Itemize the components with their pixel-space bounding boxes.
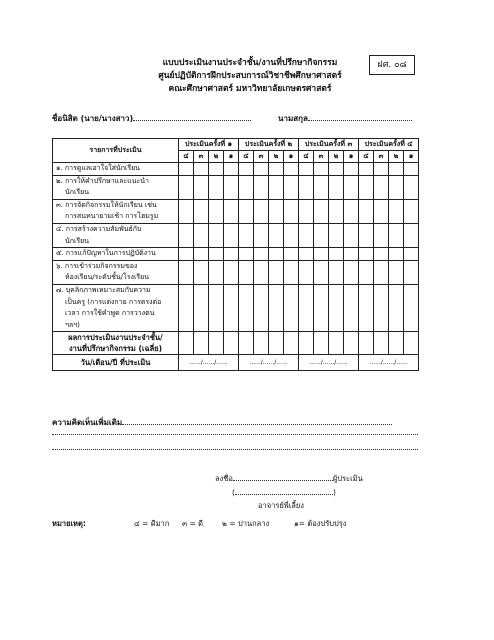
score-cell[interactable] [254,260,269,284]
summary-cell[interactable] [314,332,329,355]
score-cell[interactable] [389,199,404,223]
summary-cell[interactable] [239,332,254,355]
form-title: แบบประเมินงานประจำชั้น/งานที่ปรึกษากิจกรรม [162,58,338,68]
score-level-header: ๒ [389,151,404,163]
criteria-label-line: นักเรียน [65,236,90,245]
score-cell[interactable] [179,248,194,261]
criteria-label-line: ๔. การสร้างความสัมพันธ์กับ [56,224,142,233]
score-cell[interactable] [344,199,359,223]
score-cell[interactable] [209,199,224,223]
score-cell[interactable] [329,163,344,176]
score-cell[interactable] [254,199,269,223]
signer-role: อาจารย์พี่เลี้ยง [258,501,304,510]
criteria-label [53,175,179,199]
name-open: ( [232,488,235,497]
summary-cell[interactable] [374,332,389,355]
summary-cell[interactable] [224,332,239,355]
score-cell[interactable] [194,260,209,284]
criteria-label-line: ๖. การเข้าร่วมกิจกรรมของ [56,261,138,270]
score-cell[interactable] [329,260,344,284]
summary-label-line: ผลการประเมินงานประจำชั้น/ [68,333,163,343]
score-cell[interactable] [224,284,239,331]
summary-cell[interactable] [284,332,299,355]
criteria-label-line: ห้องเรียน/ระดับชั้น/โรงเรียน [65,273,150,282]
score-cell[interactable] [389,175,404,199]
score-cell[interactable] [194,175,209,199]
score-cell[interactable] [269,223,284,247]
score-cell[interactable] [284,260,299,284]
score-cell[interactable] [239,284,254,331]
summary-row [53,332,419,355]
summary-cell[interactable] [329,332,344,355]
score-level-header: ๓ [374,151,389,163]
score-cell[interactable] [224,260,239,284]
score-cell[interactable] [269,175,284,199]
student-surname-field[interactable] [278,112,412,125]
score-key-item: ๓ = ดี [182,519,204,528]
criteria-label-line: ๗. บุคลิกภาพเหมาะสมกับความ [56,285,151,294]
criteria-label [53,248,179,261]
score-cell[interactable] [314,260,329,284]
sign-prefix: ลงชื่อ [215,474,233,483]
score-cell[interactable] [209,223,224,247]
score-cell[interactable] [224,223,239,247]
summary-cell[interactable] [269,332,284,355]
score-cell[interactable] [269,163,284,176]
score-cell[interactable] [284,163,299,176]
score-level-header: ๑ [284,151,299,163]
criteria-label-line: นักเรียน [65,188,90,197]
score-cell[interactable] [374,248,389,261]
score-level-header: ๓ [254,151,269,163]
criteria-row [53,284,419,331]
score-cell[interactable] [269,260,284,284]
round-header: ประเมินครั้งที่ ๒ [239,139,299,151]
score-cell[interactable] [254,175,269,199]
score-level-header: ๑ [404,151,419,163]
score-cell[interactable] [299,163,314,176]
score-cell[interactable] [389,260,404,284]
score-cell[interactable] [359,223,374,247]
score-cell[interactable] [344,284,359,331]
score-cell[interactable] [299,248,314,261]
summary-label-line: งานที่ปรึกษากิจกรรม (เฉลี่ย) [68,344,163,354]
score-cell[interactable] [179,163,194,176]
score-cell[interactable] [359,163,374,176]
signer-name-line[interactable] [232,486,336,497]
criteria-label [53,284,179,331]
date-label: วัน/เดือน/ปี ที่ประเมิน [53,355,179,371]
score-cell[interactable] [359,284,374,331]
round-header: ประเมินครั้งที่ ๑ [179,139,239,151]
criteria-label-line: ๓. การจัดกิจกรรมให้นักเรียน เช่น [56,200,157,209]
score-cell[interactable] [194,248,209,261]
score-cell[interactable] [344,175,359,199]
score-cell[interactable] [404,199,419,223]
sign-suffix: ผู้ประเมิน [332,474,363,483]
score-level-header: ๔ [359,151,374,163]
score-cell[interactable] [209,163,224,176]
score-cell[interactable] [239,223,254,247]
score-cell[interactable] [299,175,314,199]
score-cell[interactable] [299,223,314,247]
score-level-header: ๒ [269,151,284,163]
score-cell[interactable] [389,223,404,247]
round-header: ประเมินครั้งที่ ๓ [299,139,359,151]
score-cell[interactable] [359,248,374,261]
criteria-row [53,175,419,199]
criteria-label [53,260,179,284]
summary-label [53,332,179,355]
score-cell[interactable] [344,260,359,284]
criteria-label-line: การสนทนายามเช้า การโฮมรูม [65,212,159,221]
comment-line[interactable] [52,449,418,450]
score-cell[interactable] [179,260,194,284]
score-cell[interactable] [194,284,209,331]
criteria-row [53,199,419,223]
assessment-date-field[interactable]: ....../....../...... [299,355,359,371]
comments-label: ความคิดเห็นเพิ่มเติม [52,418,123,427]
score-cell[interactable] [194,223,209,247]
name-close: ) [332,488,336,497]
score-cell[interactable] [209,284,224,331]
criteria-label-line: เวลา การใช้คำพูด การวางตน [65,309,155,318]
score-cell[interactable] [404,248,419,261]
score-cell[interactable] [344,248,359,261]
score-cell[interactable] [179,284,194,331]
score-level-header: ๓ [314,151,329,163]
score-level-header: ๒ [209,151,224,163]
criteria-row [53,260,419,284]
score-cell[interactable] [404,163,419,176]
score-cell[interactable] [329,284,344,331]
score-cell[interactable] [284,284,299,331]
score-cell[interactable] [269,284,284,331]
score-key-item: ๔ = ดีมาก [134,519,170,528]
score-cell[interactable] [194,163,209,176]
score-cell[interactable] [404,284,419,331]
criteria-label-line: ๒. การให้คำปรึกษาและแนะนำ [56,176,149,185]
center-name: ศูนย์ปฏิบัติการฝึกประสบการณ์วิชาชีพศึกษาศาสตร์ [158,71,342,81]
score-cell[interactable] [374,163,389,176]
score-level-header: ๔ [299,151,314,163]
criteria-row [53,163,419,176]
score-cell[interactable] [254,284,269,331]
score-cell[interactable] [374,199,389,223]
score-cell[interactable] [374,260,389,284]
score-cell[interactable] [194,199,209,223]
score-cell[interactable] [254,163,269,176]
criteria-label-line: ฯลฯ) [65,320,80,329]
score-level-header: ๑ [344,151,359,163]
criteria-label-line: ๑. การดูแลเอาใจใส่นักเรียน [56,164,140,172]
comment-line[interactable] [52,434,418,435]
score-cell[interactable] [224,248,239,261]
score-cell[interactable] [299,260,314,284]
comments-field[interactable] [52,416,392,429]
summary-cell[interactable] [254,332,269,355]
evaluation-table [52,138,419,371]
score-cell[interactable] [389,284,404,331]
score-cell[interactable] [329,248,344,261]
score-cell[interactable] [239,199,254,223]
score-cell[interactable] [254,248,269,261]
score-cell[interactable] [179,199,194,223]
assessment-date-field[interactable]: ....../....../...... [239,355,299,371]
criteria-label [53,199,179,223]
score-level-header: ๒ [329,151,344,163]
student-surname-label: นามสกุล [278,114,308,123]
score-cell[interactable] [299,284,314,331]
faculty-name: คณะศึกษาศาสตร์ มหาวิทยาลัยเกษตรศาสตร์ [168,84,332,94]
score-cell[interactable] [209,248,224,261]
score-cell[interactable] [269,248,284,261]
summary-cell[interactable] [359,332,374,355]
score-cell[interactable] [284,223,299,247]
form-code-box: ฝศ. ๐๘ [369,55,415,75]
score-cell[interactable] [329,223,344,247]
score-cell[interactable] [179,175,194,199]
score-cell[interactable] [374,223,389,247]
score-cell[interactable] [284,175,299,199]
score-level-header: ๔ [179,151,194,163]
student-name-field[interactable] [52,112,251,125]
criteria-label [53,223,179,247]
score-cell[interactable] [389,248,404,261]
score-cell[interactable] [329,199,344,223]
score-level-header: ๓ [194,151,209,163]
score-cell[interactable] [314,248,329,261]
score-cell[interactable] [359,260,374,284]
score-cell[interactable] [314,163,329,176]
criteria-label [53,163,179,176]
date-row [53,355,419,371]
score-cell[interactable] [239,260,254,284]
criteria-header: รายการที่ประเมิน [53,139,179,163]
score-cell[interactable] [374,284,389,331]
criteria-label-line: ๕. การแก้ปัญหาในการปฏิบัติงาน [56,249,156,258]
notes-label: หมายเหตุ: [52,519,86,528]
score-key-item: ๒ = ปานกลาง [222,519,270,528]
score-cell[interactable] [344,163,359,176]
criteria-row [53,223,419,247]
score-cell[interactable] [344,223,359,247]
score-cell[interactable] [404,223,419,247]
score-cell[interactable] [314,284,329,331]
student-name-label: ชื่อนิสิต (นาย/นางสาว) [52,114,134,123]
criteria-label-line: เป็นครู (การแต่งกาย การตรงต่อ [65,297,162,306]
score-cell[interactable] [269,199,284,223]
score-cell[interactable] [404,175,419,199]
score-cell[interactable] [404,260,419,284]
score-cell[interactable] [209,260,224,284]
summary-cell[interactable] [344,332,359,355]
score-cell[interactable] [314,223,329,247]
assessment-date-field[interactable]: ....../....../...... [179,355,239,371]
summary-cell[interactable] [179,332,194,355]
assessment-date-field[interactable]: ....../....../...... [359,355,419,371]
score-cell[interactable] [299,199,314,223]
score-cell[interactable] [179,223,194,247]
summary-cell[interactable] [299,332,314,355]
signature-line[interactable] [215,472,363,485]
score-cell[interactable] [224,163,239,176]
round-header: ประเมินครั้งที่ ๔ [359,139,419,151]
score-cell[interactable] [374,175,389,199]
score-cell[interactable] [224,199,239,223]
score-cell[interactable] [284,199,299,223]
score-cell[interactable] [284,248,299,261]
score-cell[interactable] [239,163,254,176]
score-cell[interactable] [359,199,374,223]
score-level-header: ๑ [224,151,239,163]
summary-cell[interactable] [404,332,419,355]
score-cell[interactable] [239,248,254,261]
score-level-header: ๔ [239,151,254,163]
summary-cell[interactable] [194,332,209,355]
score-cell[interactable] [209,175,224,199]
score-cell[interactable] [224,175,239,199]
score-cell[interactable] [389,163,404,176]
score-key-item: ๑= ต้องปรับปรุง [294,519,347,528]
score-cell[interactable] [329,175,344,199]
score-cell[interactable] [254,223,269,247]
score-cell[interactable] [314,199,329,223]
summary-cell[interactable] [389,332,404,355]
score-cell[interactable] [359,175,374,199]
score-cell[interactable] [314,175,329,199]
summary-cell[interactable] [209,332,224,355]
score-cell[interactable] [239,175,254,199]
criteria-row [53,248,419,261]
